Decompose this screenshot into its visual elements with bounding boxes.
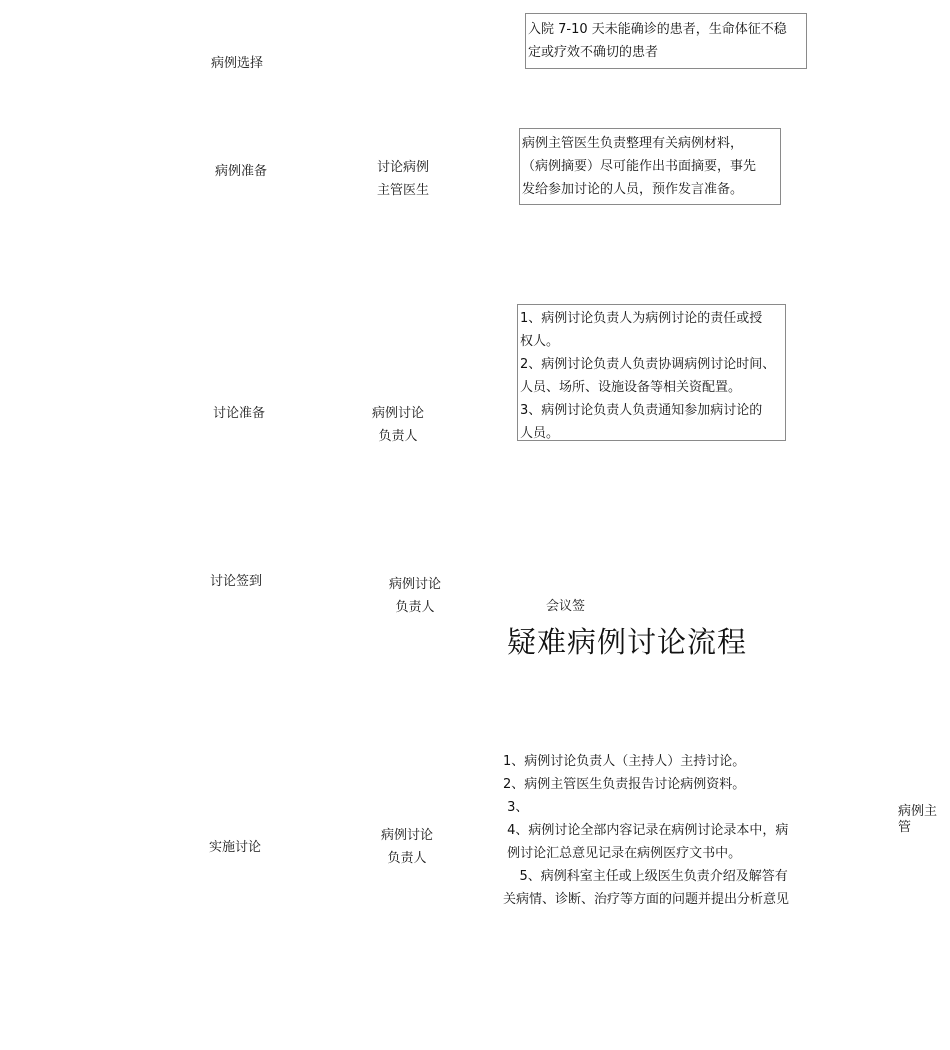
case-prep-box: [519, 128, 781, 205]
responsible-discussion-prep: [363, 402, 433, 448]
responsible-prep-line: 主管医生: [376, 183, 429, 198]
case-select-box: [525, 13, 807, 69]
conduct-item: 1、病例讨论负责人（主持人）主持讨论。: [503, 754, 746, 769]
responsible-prep: [368, 156, 438, 202]
conduct-item: 4、病例讨论全部内容记录在病例讨论录本中，病: [503, 823, 789, 838]
signin-note: 会议签: [546, 599, 586, 614]
conduct-item: 2、病例主管医生负责报告讨论病例资料。: [503, 777, 746, 792]
box-line: 病例主管医生负责整理有关病例材料，: [522, 136, 744, 151]
responsible-signin: [380, 573, 450, 619]
responsible-conduct-line: 病例讨论: [380, 828, 433, 843]
side-note-line: 管: [898, 820, 912, 835]
box-line: 人员。: [520, 426, 560, 441]
responsible-discussion-prep-line: 负责人: [378, 429, 418, 444]
conduct-items: [503, 750, 818, 911]
step-discussion-prep: 讨论准备: [213, 406, 266, 421]
conduct-item: 5、病例科室主任或上级医生负责介绍及解答有: [503, 869, 788, 884]
step-case-prep: 病例准备: [215, 164, 268, 179]
conduct-item: 例讨论汇总意见记录在病例医疗文书中。: [503, 846, 742, 861]
side-note-line: 病例主: [898, 804, 938, 819]
box-line: 权人。: [520, 334, 560, 349]
side-note: [898, 804, 948, 836]
box-line: 入院 7-10 天未能确诊的患者，生命体征不稳: [528, 22, 787, 37]
step-discussion-signin: 讨论签到: [210, 574, 263, 589]
step-case-select: 病例选择: [211, 56, 264, 71]
box-line: （病例摘要）尽可能作出书面摘要，事先: [522, 159, 757, 174]
box-line: 3、病例讨论负责人负责通知参加病讨论的: [520, 403, 763, 418]
responsible-signin-line: 负责人: [395, 600, 435, 615]
conduct-item: 3、: [503, 800, 529, 815]
responsible-conduct: [372, 824, 442, 870]
box-line: 定或疗效不确切的患者: [528, 45, 659, 60]
box-line: 2、病例讨论负责人负责协调病例讨论时间、: [520, 357, 776, 372]
step-conduct-discussion: 实施讨论: [209, 840, 262, 855]
box-line: 人员、场所、设施设备等相关资配置。: [520, 380, 742, 395]
responsible-signin-line: 病例讨论: [388, 577, 441, 592]
page-title: 疑难病例讨论流程: [507, 625, 748, 659]
box-line: 1、病例讨论负责人为病例讨论的责任或授: [520, 311, 763, 326]
box-line: 发给参加讨论的人员，预作发言准备。: [522, 182, 744, 197]
discussion-prep-box: [517, 304, 786, 441]
responsible-conduct-line: 负责人: [387, 851, 427, 866]
conduct-item: 关病情、诊断、治疗等方面的问题并提出分析意见: [503, 892, 790, 907]
responsible-prep-line: 讨论病例: [376, 160, 429, 175]
responsible-discussion-prep-line: 病例讨论: [371, 406, 424, 421]
